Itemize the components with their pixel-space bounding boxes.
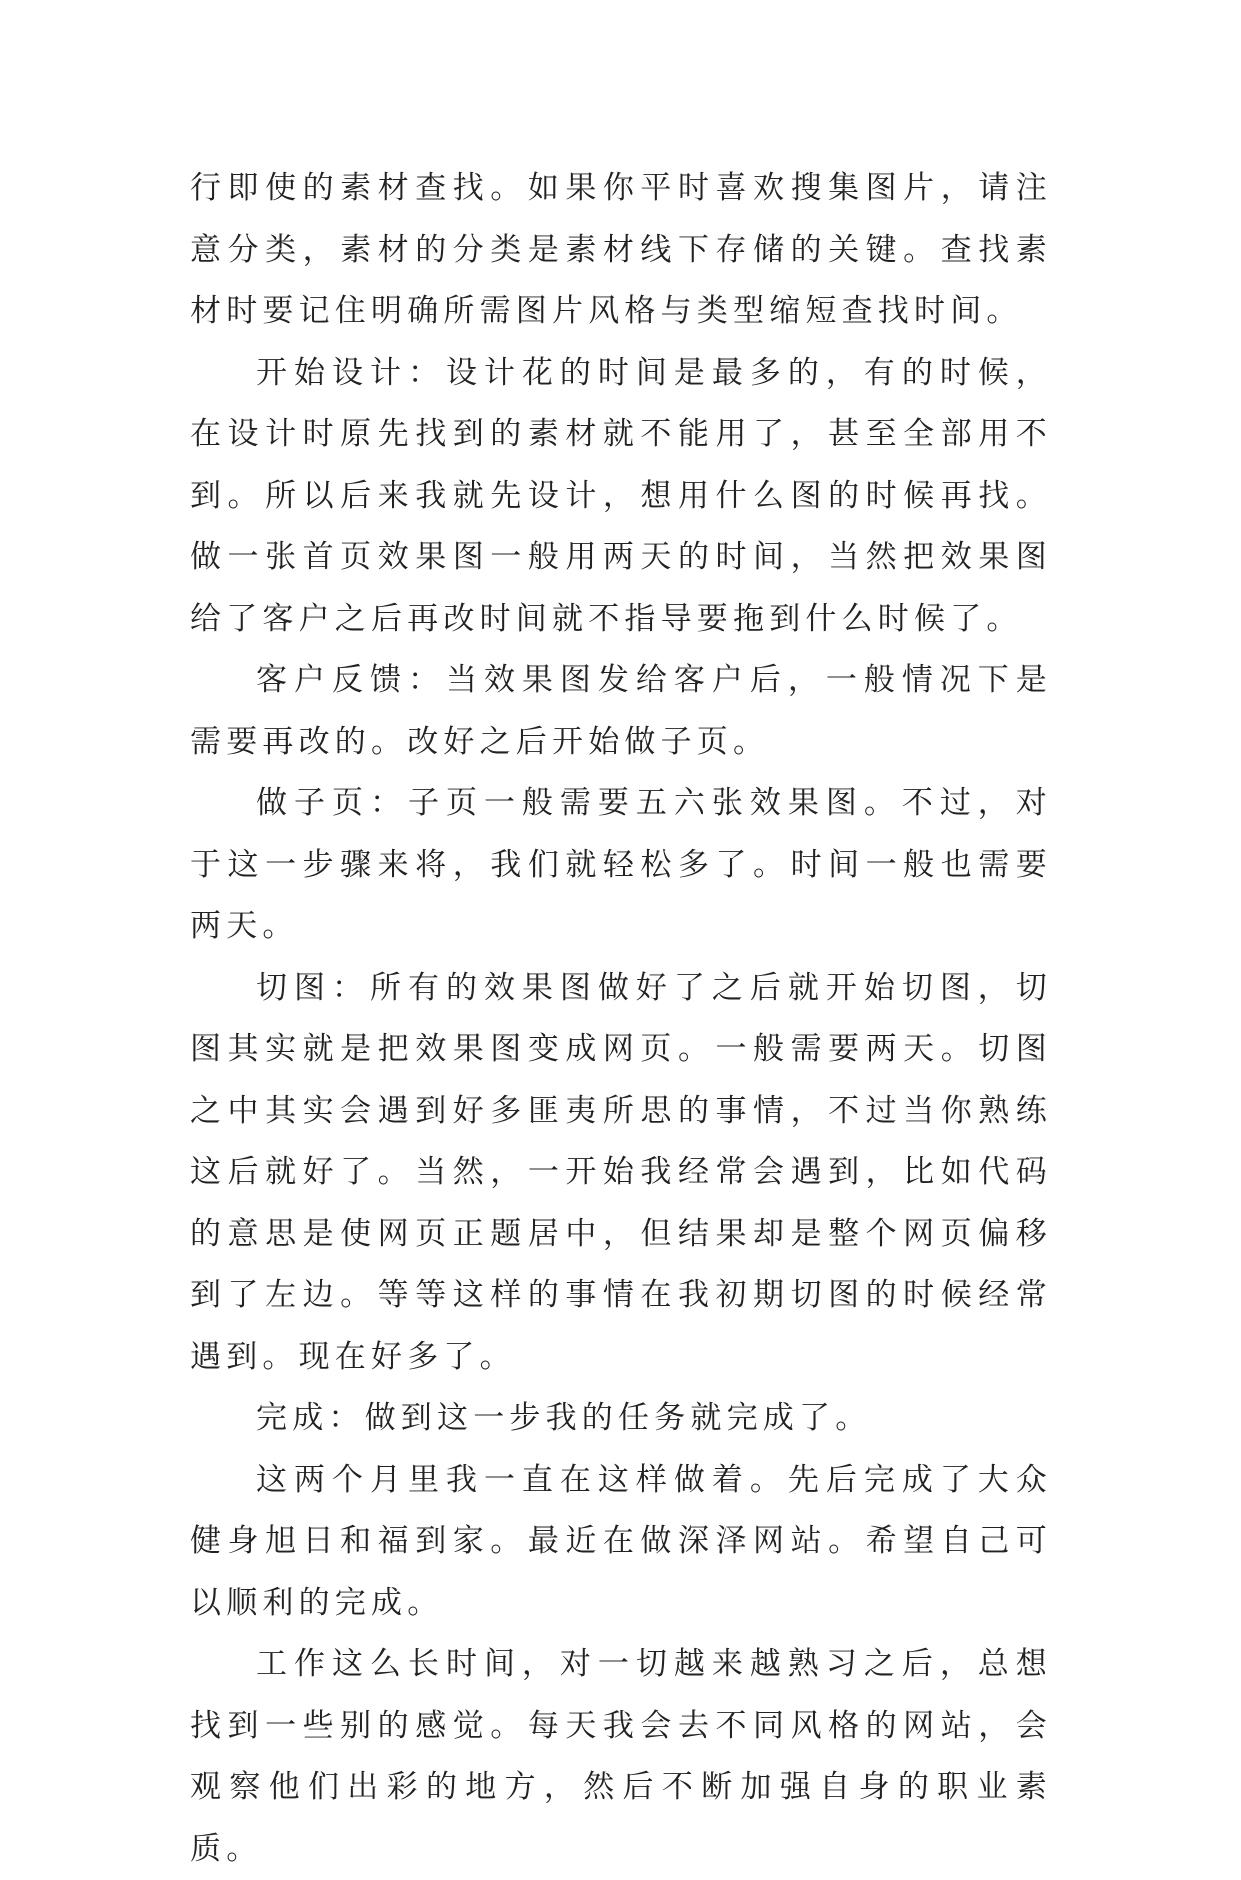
paragraph-start-design: 开始设计：设计花的时间是最多的，有的时候，在设计时原先找到的素材就不能用了，甚至全部用不到。所以后来我就先设计，想用什么图的时候再找。做一张首页效果图一般用两天的时间，当然把效果图给了客户之后再改时间就不指导要拖到什么时候了。 xyxy=(190,354,1052,637)
paragraph-slicing: 切图：所有的效果图做好了之后就开始切图，切图其实就是把效果图变成网页。一般需要两天。切图之中其实会遇到好多匪夷所思的事情，不过当你熟练这后就好了。当然，一开始我经常会遇到，比如代码的意思是使网页正题居中，但结果却是整个网页偏移到了左边。等等这样的事情在我初期切图的时候经常遇到。现在好多了。 xyxy=(190,969,1052,1375)
paragraph-two-months: 这两个月里我一直在这样做着。先后完成了大众健身旭日和福到家。最近在做深泽网站。希望自己可以顺利的完成。 xyxy=(190,1461,1052,1621)
paragraph-material-search: 行即使的素材查找。如果你平时喜欢搜集图片，请注意分类，素材的分类是素材线下存储的关键。查找素材时要记住明确所需图片风格与类型缩短查找时间。 xyxy=(190,170,1052,329)
paragraph-complete: 完成：做到这一步我的任务就完成了。 xyxy=(256,1400,872,1436)
paragraph-subpages: 做子页：子页一般需要五六张效果图。不过，对于这一步骤来将，我们就轻松多了。时间一般也需要两天。 xyxy=(190,785,1052,944)
document-body xyxy=(190,158,1052,1880)
paragraph-work-reflection: 工作这么长时间，对一切越来越熟习之后，总想找到一些别的感觉。每天我会去不同风格的网站，会观察他们出彩的地方，然后不断加强自身的职业素质。 xyxy=(190,1646,1052,1867)
paragraph-client-feedback: 客户反馈：当效果图发给客户后，一般情况下是需要再改的。改好之后开始做子页。 xyxy=(190,662,1052,760)
